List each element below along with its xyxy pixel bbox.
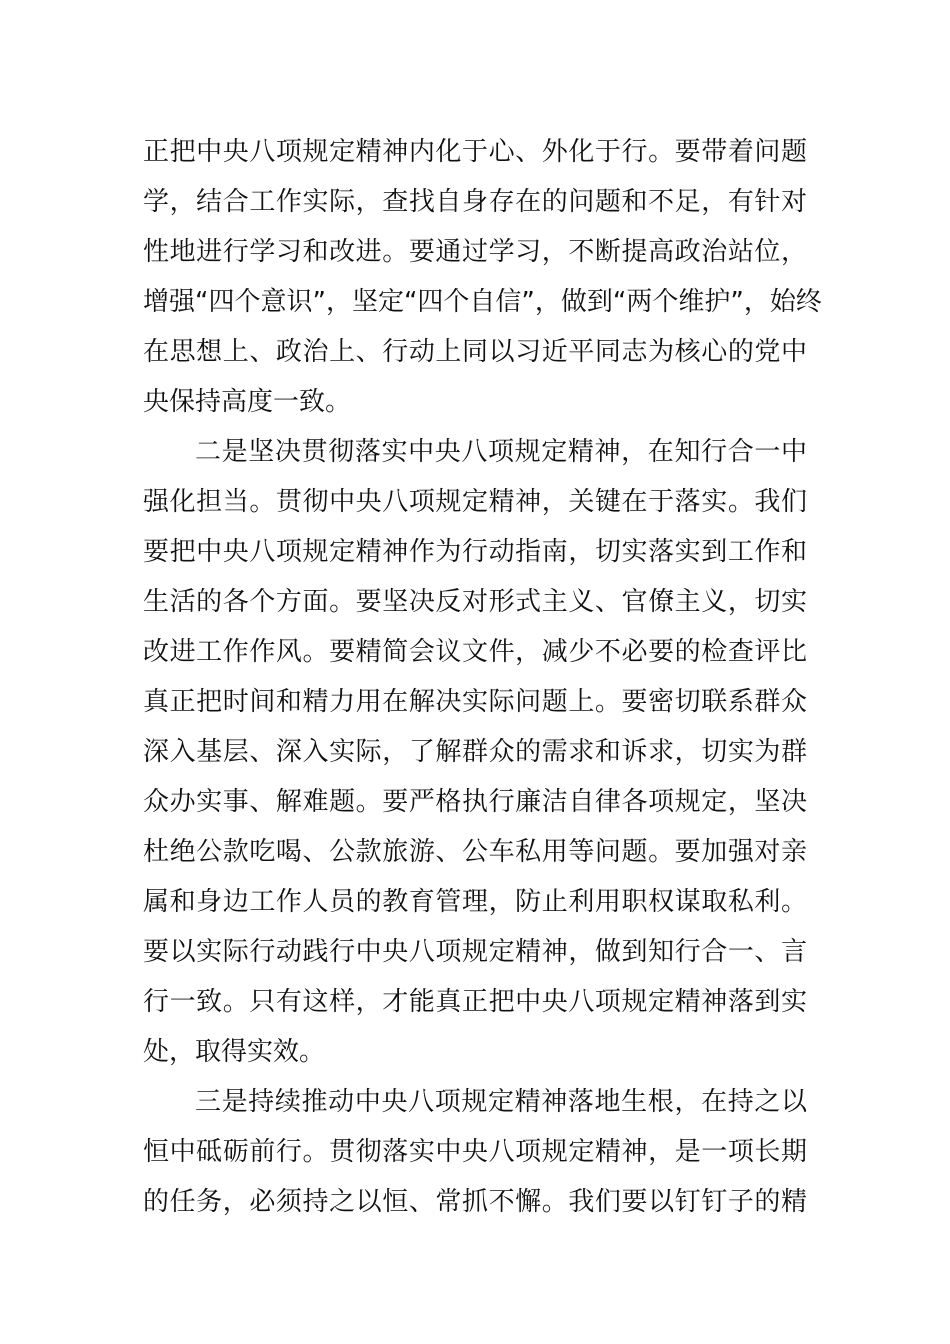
paragraph-1-line-2: 学，结合工作实际，查找自身存在的问题和不足，有针对	[143, 187, 807, 217]
paragraph-1-line-6: 央保持高度一致。	[143, 387, 352, 417]
paragraph-3-line-2: 恒中砥砺前行。贯彻落实中央八项规定精神，是一项长期	[143, 1137, 807, 1167]
paragraph-2-line-5: 改进工作作风。要精简会议文件，减少不必要的检查评比	[143, 637, 807, 667]
paragraph-2-line-1: 二是坚决贯彻落实中央八项规定精神，在知行合一中	[195, 437, 807, 467]
paragraph-3-line-3: 的任务，必须持之以恒、常抓不懈。我们要以钉钉子的精	[143, 1187, 807, 1217]
paragraph-3-line-1: 三是持续推动中央八项规定精神落地生根，在持之以	[195, 1087, 807, 1117]
paragraph-1-line-5: 在思想上、政治上、行动上同以习近平同志为核心的党中	[143, 337, 807, 367]
body-text	[143, 127, 822, 1227]
paragraph-2-line-12: 行一致。只有这样，才能真正把中央八项规定精神落到实	[143, 987, 807, 1017]
paragraph-2-line-2: 强化担当。贯彻中央八项规定精神，关键在于落实。我们	[143, 487, 807, 517]
paragraph-2-line-6: 真正把时间和精力用在解决实际问题上。要密切联系群众	[143, 687, 807, 717]
paragraph-1-line-3: 性地进行学习和改进。要通过学习，不断提高政治站位，	[143, 237, 807, 267]
paragraph-1-line-1: 正把中央八项规定精神内化于心、外化于行。要带着问题	[143, 137, 807, 167]
paragraph-2-line-13: 处，取得实效。	[143, 1037, 326, 1067]
paragraph-2-line-10: 属和身边工作人员的教育管理，防止利用职权谋取私利。	[143, 887, 807, 917]
paragraph-2-line-4: 生活的各个方面。要坚决反对形式主义、官僚主义，切实	[143, 587, 807, 617]
paragraph-2-line-7: 深入基层、深入实际，了解群众的需求和诉求，切实为群	[143, 737, 807, 767]
paragraph-2-line-11: 要以实际行动践行中央八项规定精神，做到知行合一、言	[143, 937, 807, 967]
paragraph-1-line-4: 增强“四个意识”，坚定“四个自信”，做到“两个维护”，始终	[143, 287, 822, 317]
paragraph-2-line-3: 要把中央八项规定精神作为行动指南，切实落实到工作和	[143, 537, 807, 567]
paragraph-2-line-9: 杜绝公款吃喝、公款旅游、公车私用等问题。要加强对亲	[143, 837, 807, 867]
paragraph-2-line-8: 众办实事、解难题。要严格执行廉洁自律各项规定，坚决	[143, 787, 807, 817]
